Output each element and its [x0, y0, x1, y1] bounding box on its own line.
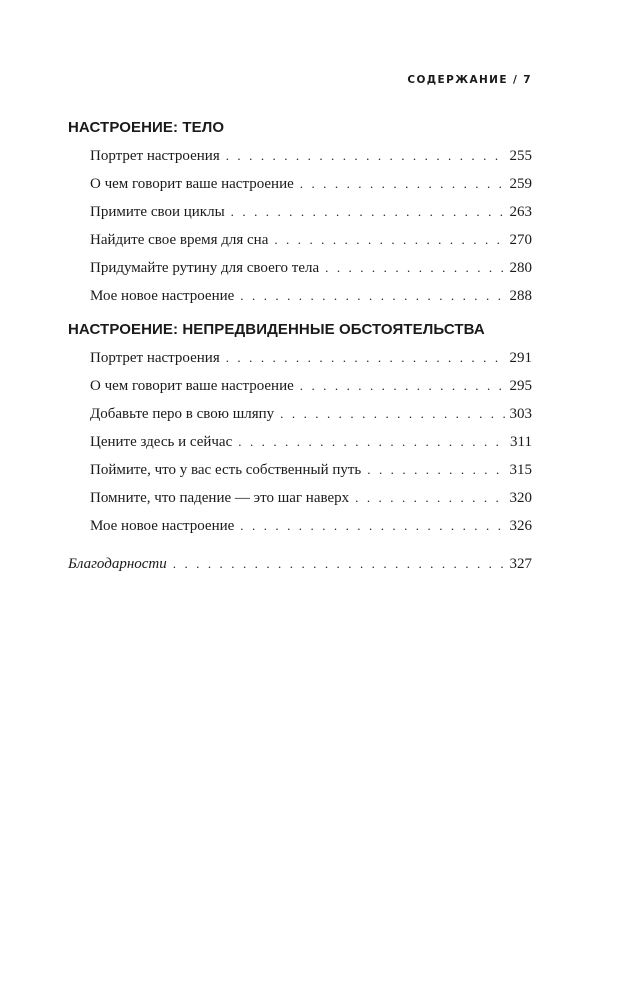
dot-leader: [238, 428, 507, 456]
entry-title: Поймите, что у вас есть собственный путь: [90, 462, 362, 478]
entry-title: Портрет настроения: [90, 148, 220, 164]
entry-title: Примите свои циклы: [90, 204, 225, 220]
dot-leader: [226, 142, 507, 170]
entry-title: Благодарности: [68, 556, 167, 572]
toc-section: [68, 118, 532, 310]
entry-page-number: 327: [509, 556, 532, 572]
entry-page-number: 288: [509, 288, 532, 304]
dot-leader: [355, 484, 506, 512]
entry-title: Помните, что падение — это шаг наверх: [90, 490, 350, 506]
dot-leader: [240, 282, 506, 310]
entry-title: О чем говорит ваше настроение: [90, 378, 294, 394]
entry-title: Портрет настроения: [90, 350, 220, 366]
toc-entry[interactable]: [68, 282, 532, 310]
toc-entry[interactable]: [68, 400, 532, 428]
dot-leader: [240, 512, 506, 540]
entry-title: Придумайте рутину для своего тела: [90, 260, 320, 276]
toc-entry[interactable]: [68, 372, 532, 400]
entry-title: О чем говорит ваше настроение: [90, 176, 294, 192]
toc-entry[interactable]: [68, 226, 532, 254]
entry-page-number: 255: [509, 148, 532, 164]
entry-page-number: 280: [509, 260, 532, 276]
entry-page-number: 303: [509, 406, 532, 422]
entry-page-number: 270: [509, 232, 532, 248]
entry-title: Мое новое настроение: [90, 288, 235, 304]
dot-leader: [300, 170, 507, 198]
toc-entry[interactable]: [68, 512, 532, 540]
entry-page-number: 295: [509, 378, 532, 394]
entry-page-number: 291: [509, 350, 532, 366]
toc-entry[interactable]: [68, 254, 532, 282]
toc-entry[interactable]: [68, 142, 532, 170]
dot-leader: [226, 344, 507, 372]
entry-title: Цените здесь и сейчас: [90, 434, 233, 450]
toc-entry[interactable]: [68, 170, 532, 198]
entry-title: Добавьте перо в свою шляпу: [90, 406, 275, 422]
table-of-contents: [68, 118, 532, 578]
entry-page-number: 311: [510, 434, 532, 450]
dot-leader: [300, 372, 507, 400]
running-head: СОДЕРЖАНИЕ / 7: [407, 74, 532, 86]
toc-entry[interactable]: [68, 344, 532, 372]
dot-leader: [325, 254, 506, 282]
entry-page-number: 259: [509, 176, 532, 192]
entry-title: Мое новое настроение: [90, 518, 235, 534]
dot-leader: [274, 226, 506, 254]
dot-leader: [280, 400, 506, 428]
toc-entry[interactable]: [68, 484, 532, 512]
dot-leader: [231, 198, 507, 226]
entry-page-number: 263: [509, 204, 532, 220]
entry-page-number: 326: [509, 518, 532, 534]
entry-page-number: 320: [509, 490, 532, 506]
toc-entry[interactable]: [68, 428, 532, 456]
toc-entry[interactable]: [68, 198, 532, 226]
entry-page-number: 315: [509, 462, 532, 478]
toc-entry[interactable]: [68, 456, 532, 484]
section-heading: НАСТРОЕНИЕ: ТЕЛО: [68, 119, 225, 136]
dot-leader: [173, 550, 507, 578]
dot-leader: [367, 456, 506, 484]
toc-section: [68, 320, 532, 540]
toc-entry-acknowledgements[interactable]: [68, 550, 532, 578]
section-heading: НАСТРОЕНИЕ: НЕПРЕДВИДЕННЫЕ ОБСТОЯТЕЛЬСТВА: [68, 321, 485, 338]
entry-title: Найдите свое время для сна: [90, 232, 269, 248]
